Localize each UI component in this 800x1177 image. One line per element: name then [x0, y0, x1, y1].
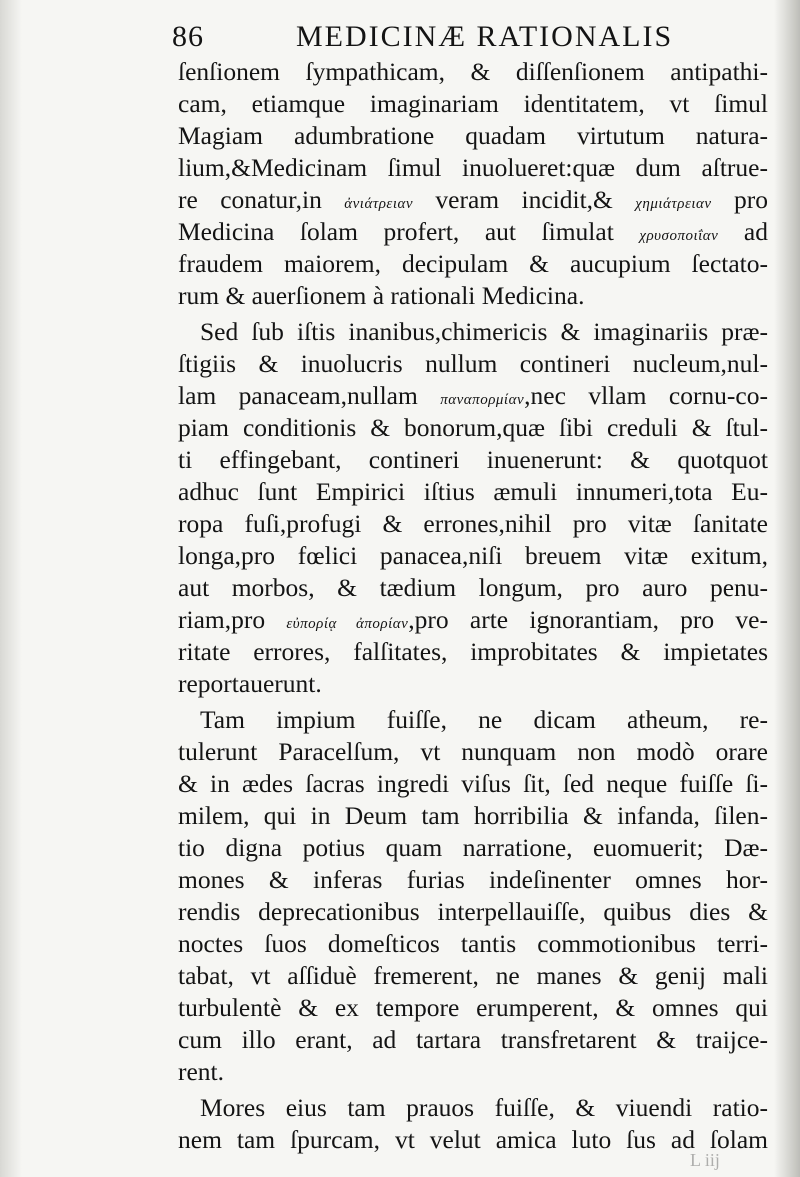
page-edge [774, 0, 800, 1177]
text-segment: Medicina ſolam profert, aut ſimulat [178, 217, 640, 246]
text-line: fraudem maiorem, decipulam & aucupium ſectato- [178, 249, 768, 278]
text-line: Mores eius tam prauos fuiſſe, & viuendi ratio- [200, 1093, 768, 1122]
text-line: cam, etiamque imaginariam identitatem, vt ſimul [178, 89, 768, 118]
greek-word: χρυσοποιΐαν [639, 228, 719, 244]
text-line: ropa fuſi,profugi & errones,nihil pro vitæ ſanitate [178, 509, 768, 538]
text-line: Tam impium fuiſſe, ne dicam atheum, re- [200, 705, 768, 734]
greek-word: χημιάτρειαν [635, 196, 712, 212]
text-line: rendis deprecationibus interpellauiſſe, quibus dies & [178, 897, 768, 926]
text-line: noctes ſuos domeſticos tantis commotionibus terri- [178, 929, 768, 958]
text-segment: ad [718, 217, 768, 246]
text-line: mones & inferas furias indeſinenter omnes hor- [178, 865, 768, 894]
text-line: lium,&Medicinam ſimul inuolueret:quæ dum aſtrue- [178, 153, 768, 182]
text-segment: ,nec vllam cornu-co- [524, 381, 768, 410]
text-line: ſtigiis & inuolucris nullum contineri nucleum,nul- [178, 349, 768, 378]
text-segment: ,pro arte ignorantiam, pro ve- [408, 605, 768, 634]
text-line: Sed ſub iſtis inanibus,chimericis & imaginariis præ- [200, 317, 768, 346]
text-line: cum illo erant, ad tartara transfretarent & traijce- [178, 1025, 768, 1054]
text-segment: veram incidit,& [413, 185, 636, 214]
text-line [178, 184, 768, 216]
text-line: tabat, vt aſſiduè fremerent, ne manes & genij mali [178, 961, 768, 990]
text-line: & in ædes ſacras ingredi viſus ſit, ſed neque fuiſſe ſi- [178, 769, 768, 798]
body-text [178, 56, 768, 1156]
text-line: tulerunt Paracelſum, vt nunquam non modò orare [178, 737, 768, 766]
text-line: piam conditionis & bonorum,quæ ſibi creduli & ſtul- [178, 413, 768, 442]
greek-word: ἀνιάτρειαν [344, 196, 414, 212]
text-segment: re conatur,in [178, 185, 345, 214]
text-line: turbulentè & ex tempore erumperent, & omnes qui [178, 993, 768, 1022]
text-line: nem tam ſpurcam, vt velut amica luto ſus ad ſolam [178, 1125, 768, 1154]
text-line: Magiam adumbratione quadam virtutum natura- [178, 121, 768, 150]
text-line: rum & auerſionem à rationali Medicina. [178, 281, 585, 310]
text-line: aut morbos, & tædium longum, pro auro penu- [178, 573, 768, 602]
text-segment: pro [711, 185, 768, 214]
signature-mark: L iij [690, 1150, 720, 1170]
text-line [178, 604, 768, 636]
text-line: adhuc ſunt Empirici iſtius æmuli innumeri,tota Eu- [178, 477, 768, 506]
text-line: ti effingebant, contineri inuenerunt: & quotquot [178, 445, 768, 474]
page-header [172, 14, 772, 58]
text-line: ritate errores, falſitates, improbitates & impietates [178, 637, 768, 666]
greek-word: εὐπορίᾳ ἀπορίαν [286, 616, 409, 632]
text-line [178, 216, 768, 248]
text-line: milem, qui in Deum tam horribilia & infanda, ſilen- [178, 801, 768, 830]
text-line: reportauerunt. [178, 669, 322, 698]
text-line [178, 380, 768, 412]
greek-word: παναπορμίαν [440, 392, 525, 408]
text-segment: riam,pro [178, 605, 287, 634]
page-number: 86 [172, 20, 204, 53]
text-segment: lam panaceam,nullam [178, 381, 441, 410]
text-line: ſenſionem ſympathicam, & diſſenſionem antipathi- [178, 57, 768, 86]
text-line: longa,pro fœlici panacea,niſi breuem vitæ exitum, [178, 541, 768, 570]
gutter-shadow [0, 0, 22, 1177]
text-line: tio digna potius quam narratione, euomuerit; Dæ- [178, 833, 768, 862]
running-title: MEDICINÆ RATIONALIS [296, 20, 674, 53]
text-line: rent. [178, 1057, 225, 1086]
